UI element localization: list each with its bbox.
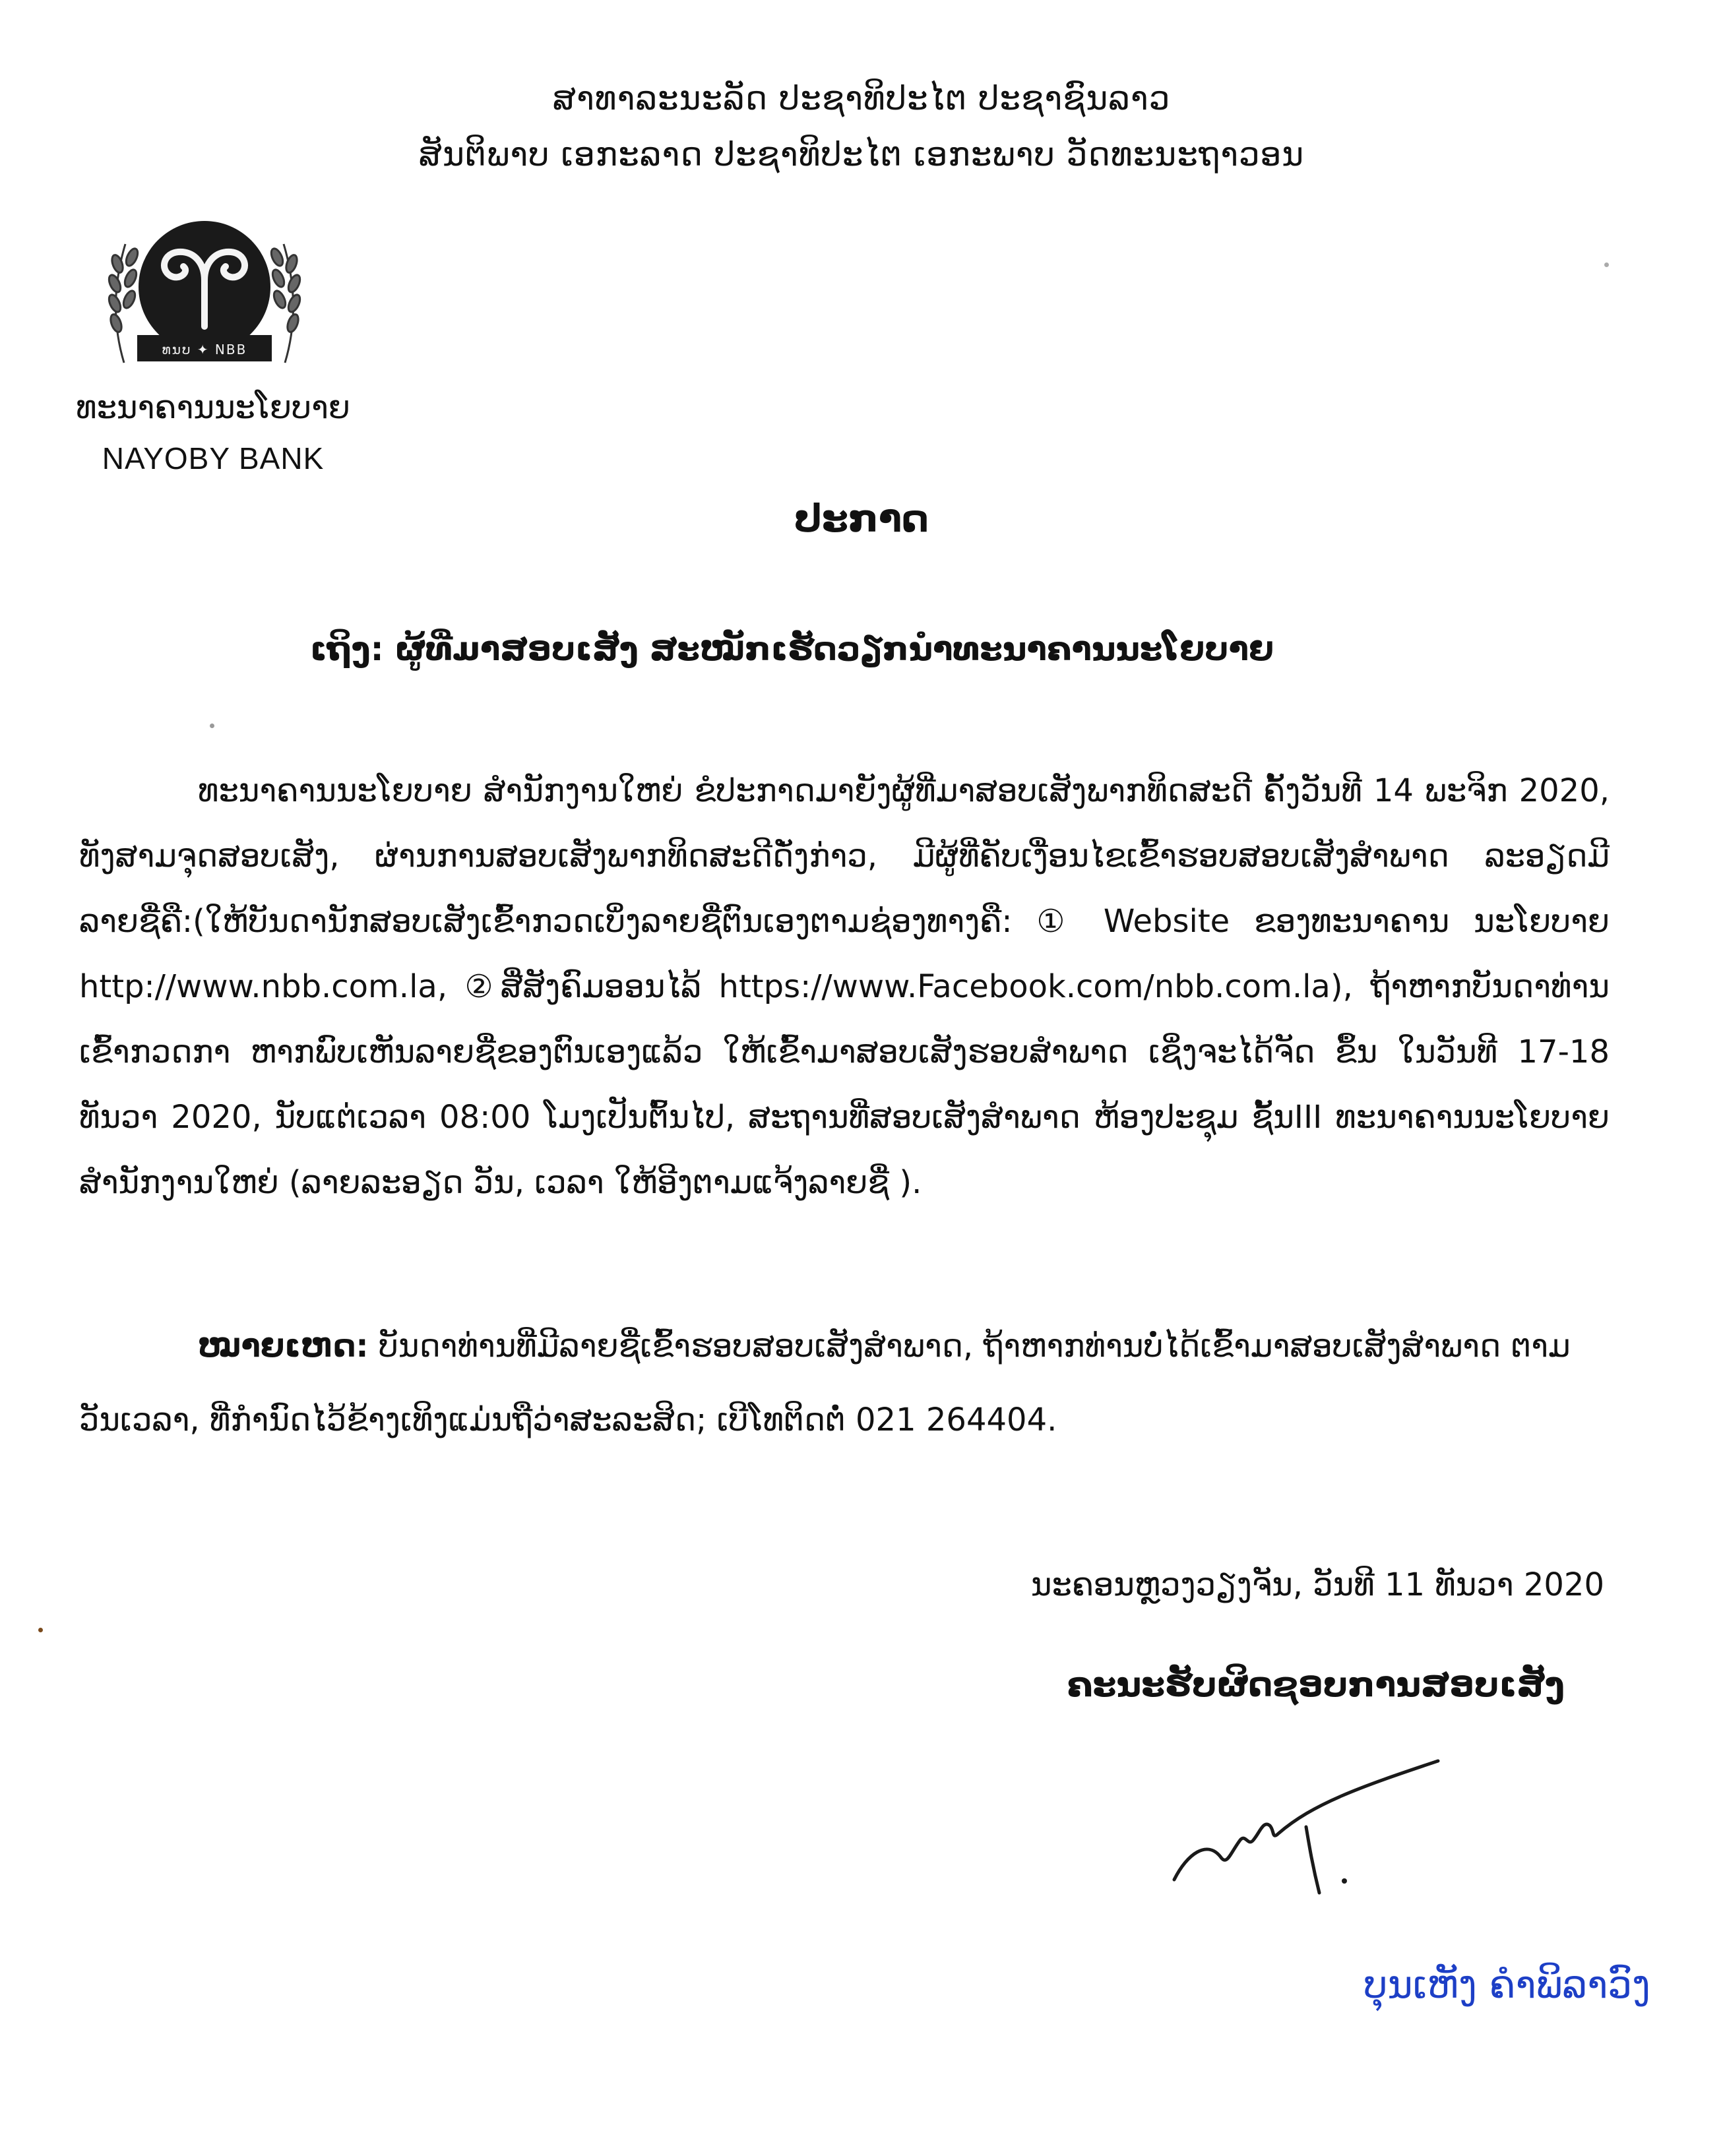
bank-name-english: NAYOBY BANK [102, 441, 325, 476]
document-subject: ເຖິງ: ຜູ້ທີ່ມາສອບເສັງ ສະໝັກເຮັດວຽກນຳທະນາຄານນະໂຍບາຍ [310, 630, 1274, 668]
document-title: ປະກາດ [794, 496, 929, 541]
logo-band-text: ທນບ ✦ NBB [162, 342, 247, 357]
place-date-line: ນະຄອນຫຼວງວຽງຈັນ, ວັນທີ 11 ທັນວາ 2020 [1030, 1566, 1604, 1603]
note-text: ບັນດາທ່ານທີ່ມີລາຍຊື່ເຂົ້າຮອບສອບເສັງສຳພາດ, ຖ້າຫາກທ່ານບໍ່ໄດ້ເຂົ້າມາສອບເສັງສຳພາດ ຕາມວັນເວລາ, ທີ່ກຳນົດໄວ້ຂ້າງເທິງແມ່ນຖືວ່າສະລະສິດ; ເບີໂທຕິດຕໍ່ 021 264404. [79, 1328, 1571, 1438]
bank-name-lao: ທະນາຄານນະໂຍບາຍ [76, 389, 350, 426]
note-paragraph [79, 1309, 1610, 1457]
scan-speck [1604, 262, 1609, 267]
announcement-body [79, 758, 1610, 1216]
body-paragraph: ທະນາຄານນະໂຍບາຍ ສຳນັກງານໃຫຍ່ ຂໍປະກາດມາຍັງຜູ້ທີ່ມາສອບເສັງພາກທິດສະດີ ຄັ້ງວັນທີ 14 ພະຈິກ 2020, ທັງສາມຈຸດສອບເສັງ, ຜ່ານການສອບເສັງພາກທິດສະດີດັ່ງກ່າວ, ມີຜູ້ທີ່ຄັບເງື່ອນໄຂເຂົ້າຮອບສອບເສັງສຳພາດ ລະອຽດມີລາຍຊື່ຄື:(ໃຫ້ບັນດານັກສອບເສັງເຂົ້າກວດເບິ່ງລາຍຊື່ຕົນເອງຕາມຊ່ອງທາງຄື: ① Website ຂອງທະນາຄານ ນະໂຍບາຍ http://www.nbb.com.la, ②ສື່ສັງຄົມອອນໄລ້ https://www.Facebook.com/nbb.com.la), ຖ້າຫາກບັນດາທ່ານເຂົ້າກວດກາ ຫາກພົບເຫັນລາຍຊື່ຂອງຕົນເອງແລ້ວ ໃຫ້ເຂົ້າມາສອບເສັງຮອບສຳພາດ ເຊິ່ງຈະໄດ້ຈັດ ຂຶ້ນ ໃນວັນທີ 17-18 ທັນວາ 2020, ນັບແຕ່ເວລາ 08:00 ໂມງເປັນຕົ້ນໄປ, ສະຖານທີ່ສອບເສັງສຳພາດ ຫ້ອງປະຊຸມ ຊັ້ນIII ທະນາຄານນະໂຍບາຍ ສຳນັກງານໃຫຍ່ (ລາຍລະອຽດ ວັນ, ເວລາ ໃຫ້ອີງຕາມແຈ້ງລາຍຊື່ ). [79, 772, 1610, 1201]
bank-logo [99, 218, 310, 383]
bank-emblem-icon [99, 218, 310, 383]
scan-speck [38, 1628, 43, 1632]
signer-name: ບຸນເຫັງ ຄຳພິລາວົງ [1363, 1962, 1650, 2007]
scan-speck [210, 724, 214, 728]
committee-name: ຄະນະຮັບຜິດຊອບການສອບເສັງ [1067, 1665, 1565, 1705]
handwritten-signature [1161, 1741, 1464, 1913]
state-header-line-2: ສັນຕິພາບ ເອກະລາດ ປະຊາທິປະໄຕ ເອກະພາບ ວັດທະນະຖາວອນ [418, 135, 1305, 173]
note-label: ໝາຍເຫດ: [198, 1328, 369, 1365]
state-header-line-1: ສາທາລະນະລັດ ປະຊາທິປະໄຕ ປະຊາຊົນລາວ [552, 79, 1171, 117]
